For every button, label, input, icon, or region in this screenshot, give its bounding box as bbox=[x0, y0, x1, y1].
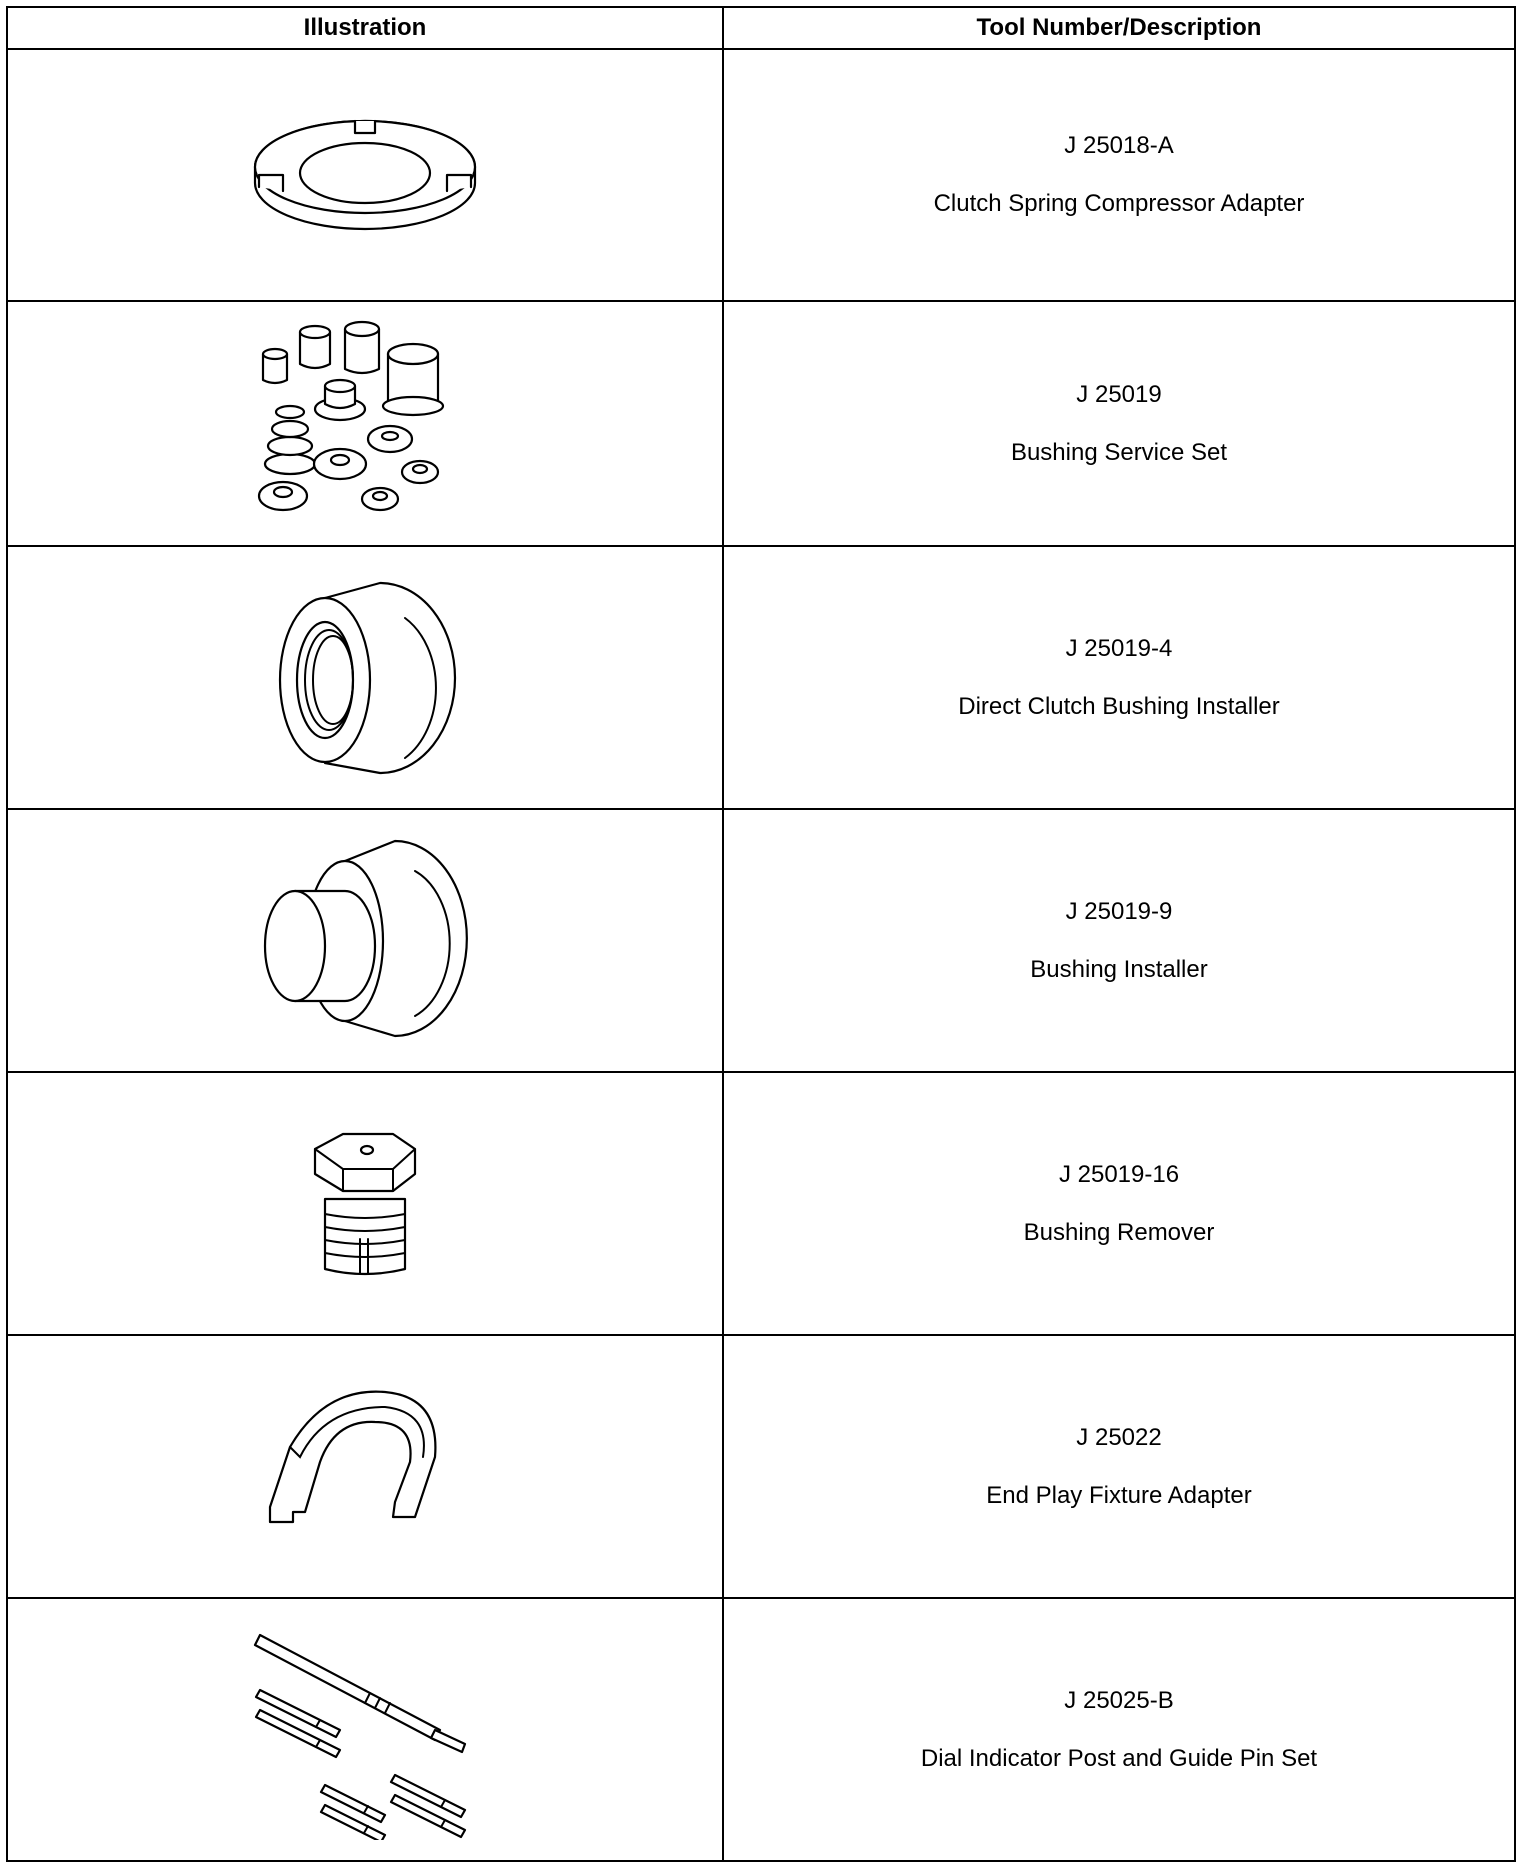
header-illustration: Illustration bbox=[7, 7, 723, 49]
table-row bbox=[7, 546, 1515, 809]
table-row bbox=[7, 1598, 1515, 1861]
description-cell bbox=[723, 49, 1515, 301]
illustration-cell bbox=[7, 1072, 723, 1335]
illustration-cell bbox=[7, 1335, 723, 1598]
illustration-cell bbox=[7, 809, 723, 1072]
tool-description: End Play Fixture Adapter bbox=[986, 1481, 1252, 1509]
description-cell bbox=[723, 1598, 1515, 1861]
illustration-cell bbox=[7, 1598, 723, 1861]
description-cell bbox=[723, 301, 1515, 546]
header-row bbox=[7, 7, 1515, 49]
fixture-adapter-icon bbox=[265, 1382, 465, 1552]
tool-number: J 25019-4 bbox=[1065, 634, 1173, 662]
header-tool-number-description: Tool Number/Description bbox=[723, 7, 1515, 49]
table-row bbox=[7, 1335, 1515, 1598]
illustration-cell bbox=[7, 546, 723, 809]
compressor-adapter-icon bbox=[235, 95, 495, 255]
description-cell bbox=[723, 1335, 1515, 1598]
tool-number: J 25025-B bbox=[1064, 1686, 1174, 1714]
table-row bbox=[7, 1072, 1515, 1335]
tool-description: Bushing Remover bbox=[1023, 1218, 1215, 1246]
description-cell bbox=[723, 809, 1515, 1072]
tool-description: Dial Indicator Post and Guide Pin Set bbox=[920, 1744, 1318, 1772]
tool-description: Bushing Service Set bbox=[1010, 438, 1228, 466]
description-cell bbox=[723, 546, 1515, 809]
special-tools-table bbox=[6, 6, 1516, 1862]
table-row bbox=[7, 809, 1515, 1072]
tool-number: J 25018-A bbox=[1064, 132, 1174, 159]
tool-description: Clutch Spring Compressor Adapter bbox=[933, 190, 1305, 217]
stepped-installer-icon bbox=[255, 836, 475, 1046]
tool-number: J 25022 bbox=[1076, 1423, 1162, 1451]
tool-number: J 25019 bbox=[1076, 380, 1162, 408]
tool-number: J 25019-9 bbox=[1065, 897, 1173, 925]
dial-indicator-post-icon bbox=[250, 1620, 480, 1840]
tool-description: Direct Clutch Bushing Installer bbox=[958, 692, 1280, 720]
tool-number: J 25019-16 bbox=[1058, 1160, 1180, 1188]
table-row bbox=[7, 301, 1515, 546]
bushing-installer-icon bbox=[265, 578, 465, 778]
tool-description: Bushing Installer bbox=[1030, 955, 1208, 983]
table-row bbox=[7, 49, 1515, 301]
bushing-remover-icon bbox=[305, 1119, 425, 1289]
illustration-cell bbox=[7, 49, 723, 301]
illustration-cell bbox=[7, 301, 723, 546]
description-cell bbox=[723, 1072, 1515, 1335]
bushing-service-set-icon bbox=[255, 314, 475, 534]
